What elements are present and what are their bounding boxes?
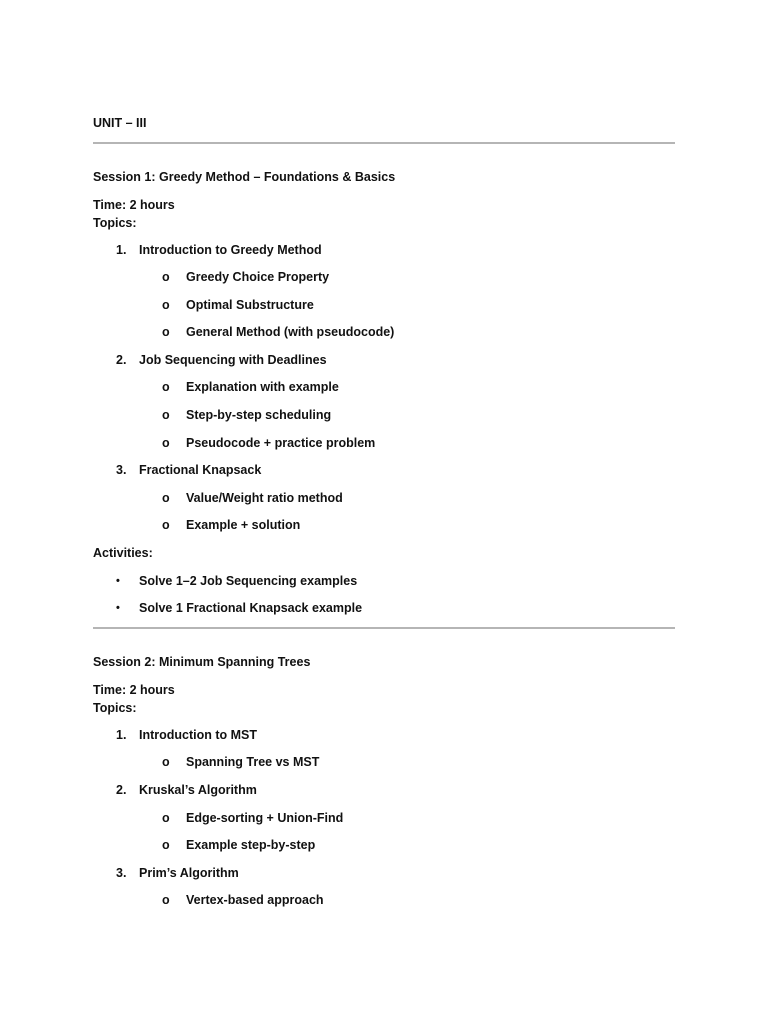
- topic-label: Prim’s Algorithm: [139, 866, 239, 880]
- subtopic-label: Example + solution: [186, 518, 301, 532]
- subtopic-label: Pseudocode + practice problem: [186, 436, 376, 450]
- topic-number: 1.: [116, 243, 127, 257]
- subtopic-label: Greedy Choice Property: [186, 270, 330, 284]
- subtopic-label: General Method (with pseudocode): [186, 325, 395, 339]
- bullet-marker: •: [116, 575, 120, 587]
- sub-marker: o: [162, 325, 170, 339]
- sub-marker: o: [162, 755, 170, 769]
- sub-marker: o: [162, 518, 170, 532]
- session-2-title: Session 2: Minimum Spanning Trees: [93, 655, 311, 669]
- topic-label: Introduction to MST: [139, 728, 258, 742]
- sub-marker: o: [162, 408, 170, 422]
- subtopic-label: Vertex-based approach: [186, 893, 324, 907]
- activity-item: Solve 1–2 Job Sequencing examples: [139, 574, 358, 588]
- session-1-time: Time: 2 hours: [93, 198, 175, 212]
- horizontal-rule: [93, 142, 675, 144]
- sub-marker: o: [162, 298, 170, 312]
- session-2-time: Time: 2 hours: [93, 683, 175, 697]
- subtopic-label: Step-by-step scheduling: [186, 408, 332, 422]
- topic-label: Kruskal’s Algorithm: [139, 783, 257, 797]
- session-2-topics-label: Topics:: [93, 701, 137, 715]
- topic-number: 2.: [116, 353, 127, 367]
- horizontal-rule: [93, 627, 675, 629]
- activity-item: Solve 1 Fractional Knapsack example: [139, 601, 363, 615]
- topic-number: 2.: [116, 783, 127, 797]
- topic-number: 1.: [116, 728, 127, 742]
- sub-marker: o: [162, 491, 170, 505]
- topic-label: Introduction to Greedy Method: [139, 243, 322, 257]
- sub-marker: o: [162, 270, 170, 284]
- subtopic-label: Explanation with example: [186, 380, 339, 394]
- session-1-topics-label: Topics:: [93, 216, 137, 230]
- subtopic-label: Edge-sorting + Union-Find: [186, 811, 344, 825]
- session-1-title: Session 1: Greedy Method – Foundations & Basics: [93, 170, 396, 184]
- topic-label: Job Sequencing with Deadlines: [139, 353, 327, 367]
- sub-marker: o: [162, 380, 170, 394]
- sub-marker: o: [162, 811, 170, 825]
- subtopic-label: Optimal Substructure: [186, 298, 314, 312]
- topic-label: Fractional Knapsack: [139, 463, 262, 477]
- topic-number: 3.: [116, 463, 127, 477]
- sub-marker: o: [162, 893, 170, 907]
- subtopic-label: Value/Weight ratio method: [186, 491, 343, 505]
- sub-marker: o: [162, 838, 170, 852]
- topic-number: 3.: [116, 866, 127, 880]
- activities-label: Activities:: [93, 546, 153, 560]
- bullet-marker: •: [116, 602, 120, 614]
- unit-title: UNIT – III: [93, 116, 147, 130]
- sub-marker: o: [162, 436, 170, 450]
- subtopic-label: Example step-by-step: [186, 838, 316, 852]
- subtopic-label: Spanning Tree vs MST: [186, 755, 320, 769]
